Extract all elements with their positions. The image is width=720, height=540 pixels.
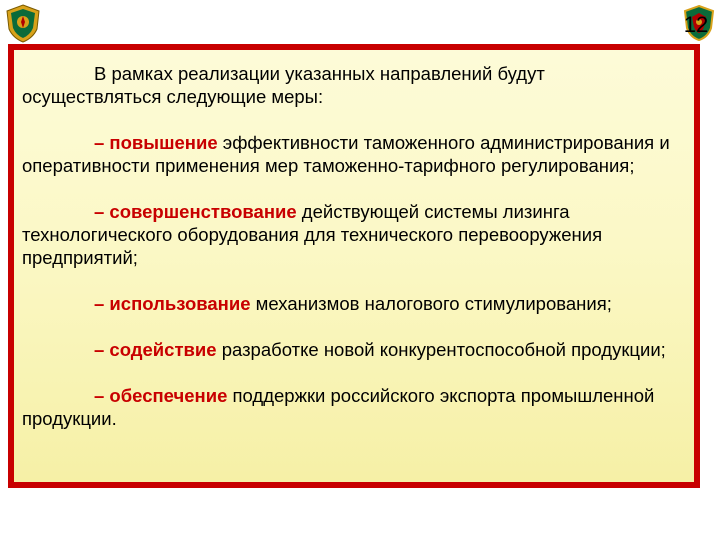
item-keyword: – использование [94, 293, 251, 314]
list-item [22, 200, 684, 269]
item-text: поддержки российского экспорта промышленной продукции. [22, 385, 655, 429]
list-item [22, 338, 684, 361]
item-keyword: – обеспечение [94, 385, 228, 406]
customs-emblem-icon [2, 2, 44, 44]
item-keyword: – повышение [94, 132, 218, 153]
item-text: эффективности таможенного администрирования и оперативности применения мер таможенно-тарифного регулирования; [22, 132, 670, 176]
intro-paragraph [22, 62, 684, 108]
item-keyword: – совершенствование [94, 201, 297, 222]
list-item [22, 292, 684, 315]
item-text: разработке новой конкурентоспособной продукции; [216, 339, 666, 360]
item-text: механизмов налогового стимулирования; [250, 293, 612, 314]
intro-text: В рамках реализации указанных направлений будут осуществляться следующие меры: [22, 63, 545, 107]
list-item [22, 384, 684, 430]
item-keyword: – содействие [94, 339, 217, 360]
list-item [22, 131, 684, 177]
item-text: действующей системы лизинга технологического оборудования для технического перевооружения предприятий; [22, 201, 603, 268]
content-panel [8, 44, 700, 488]
page-number: 12 [683, 12, 709, 37]
